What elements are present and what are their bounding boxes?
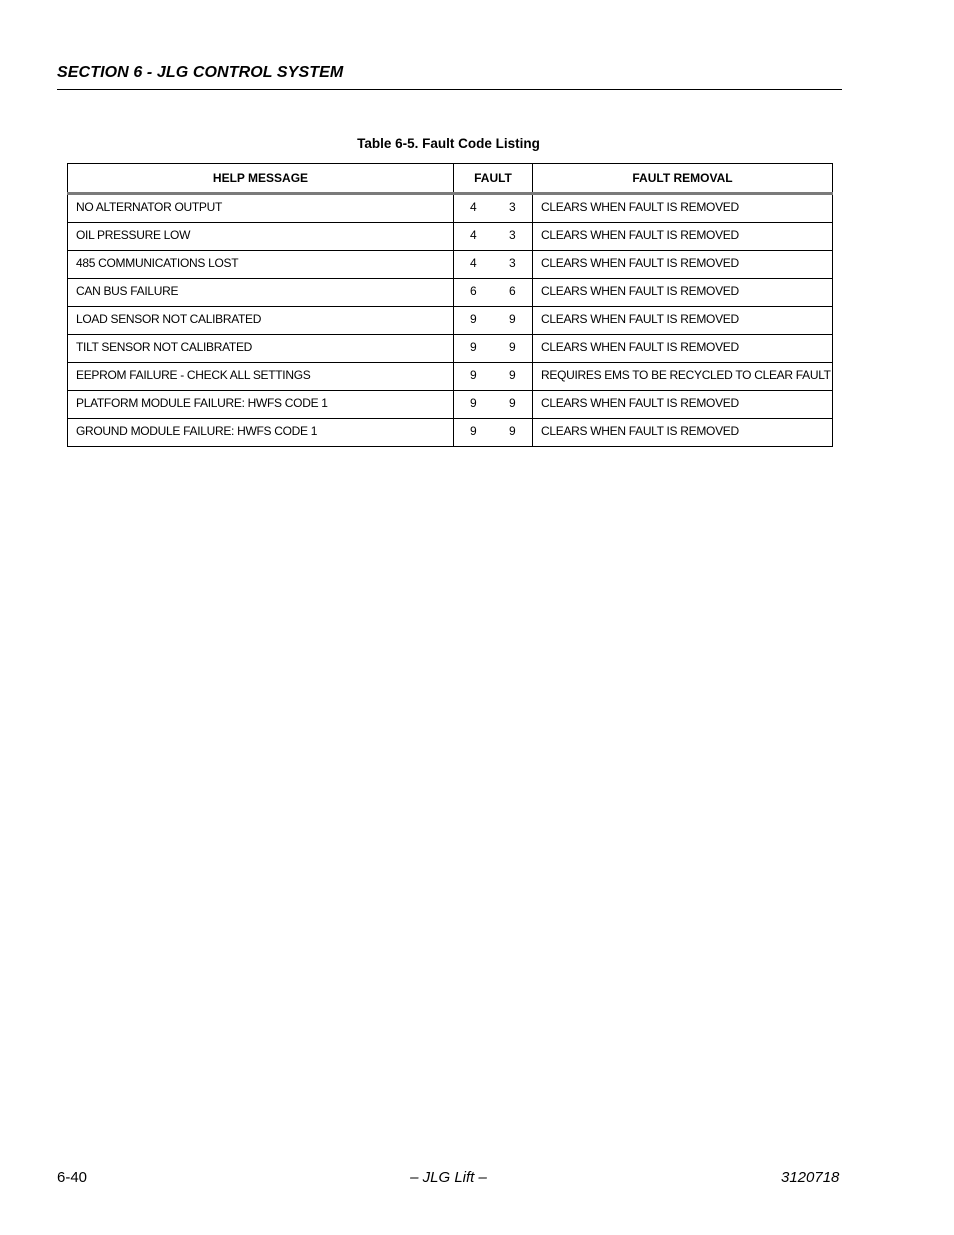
fault-removal-cell [533,251,833,279]
section-title: SECTION 6 - JLG CONTROL SYSTEM [57,64,344,81]
column-header-help-message: HELP MESSAGE [68,164,454,194]
table-row [68,419,833,447]
fault-code-table [67,163,833,447]
table-row [68,251,833,279]
table-header-row [68,164,833,194]
table-row [68,194,833,223]
table-row [68,307,833,335]
help-message-cell [68,223,454,251]
help-message-cell [68,279,454,307]
table-body [68,194,833,447]
table-row [68,223,833,251]
fault-removal-cell [533,194,833,223]
fault-removal-text: REQUIRES EMS TO BE RECYCLED TO CLEAR FAULT [541,368,831,382]
help-message-text: 485 COMMUNICATIONS LOST [76,256,239,270]
fault-code-first-digit: 9 [470,396,477,410]
column-header-fault: FAULT [454,164,533,194]
fault-cell [454,419,533,447]
help-message-text: CAN BUS FAILURE [76,284,179,298]
table-row [68,335,833,363]
fault-removal-text: CLEARS WHEN FAULT IS REMOVED [541,200,739,214]
fault-code-second-digit: 6 [509,284,516,298]
fault-code-first-digit: 4 [470,228,477,242]
fault-code-first-digit: 9 [470,340,477,354]
fault-removal-text: CLEARS WHEN FAULT IS REMOVED [541,312,739,326]
help-message-cell [68,335,454,363]
help-message-cell [68,251,454,279]
fault-code-second-digit: 9 [509,424,516,438]
page-number: 6-40 [57,1169,88,1186]
fault-removal-cell [533,223,833,251]
table-row [68,391,833,419]
fault-cell [454,335,533,363]
fault-code-second-digit: 3 [509,200,516,214]
fault-code-second-digit: 3 [509,256,516,270]
help-message-cell [68,194,454,223]
table-row [68,279,833,307]
fault-code-first-digit: 9 [470,368,477,382]
fault-code-second-digit: 9 [509,396,516,410]
fault-removal-text: CLEARS WHEN FAULT IS REMOVED [541,340,739,354]
fault-removal-cell [533,419,833,447]
help-message-cell [68,419,454,447]
fault-cell [454,363,533,391]
table-row [68,363,833,391]
fault-code-second-digit: 9 [509,368,516,382]
help-message-text: PLATFORM MODULE FAILURE: HWFS CODE 1 [76,396,328,410]
fault-removal-cell [533,363,833,391]
fault-removal-text: CLEARS WHEN FAULT IS REMOVED [541,284,739,298]
fault-removal-cell [533,307,833,335]
help-message-text: OIL PRESSURE LOW [76,228,191,242]
fault-code-second-digit: 9 [509,312,516,326]
fault-code-first-digit: 9 [470,424,477,438]
column-header-fault-removal: FAULT REMOVAL [533,164,833,194]
fault-cell [454,194,533,223]
fault-code-second-digit: 3 [509,228,516,242]
header-rule [57,89,842,90]
fault-cell [454,279,533,307]
fault-code-first-digit: 6 [470,284,477,298]
fault-code-first-digit: 9 [470,312,477,326]
help-message-text: LOAD SENSOR NOT CALIBRATED [76,312,262,326]
help-message-cell [68,363,454,391]
help-message-text: GROUND MODULE FAILURE: HWFS CODE 1 [76,424,318,438]
fault-removal-cell [533,335,833,363]
fault-cell [454,391,533,419]
help-message-text: TILT SENSOR NOT CALIBRATED [76,340,253,354]
document-number: 3120718 [781,1169,840,1186]
fault-removal-text: CLEARS WHEN FAULT IS REMOVED [541,396,739,410]
fault-cell [454,307,533,335]
fault-removal-cell [533,391,833,419]
fault-removal-cell [533,279,833,307]
table-caption: Table 6-5. Fault Code Listing [357,136,540,151]
fault-cell [454,251,533,279]
help-message-text: EEPROM FAILURE - CHECK ALL SETTINGS [76,368,311,382]
fault-removal-text: CLEARS WHEN FAULT IS REMOVED [541,228,739,242]
fault-removal-text: CLEARS WHEN FAULT IS REMOVED [541,256,739,270]
footer-publisher: – JLG Lift – [410,1169,487,1186]
help-message-cell [68,391,454,419]
fault-code-first-digit: 4 [470,256,477,270]
help-message-text: NO ALTERNATOR OUTPUT [76,200,223,214]
fault-code-second-digit: 9 [509,340,516,354]
help-message-cell [68,307,454,335]
fault-cell [454,223,533,251]
fault-code-first-digit: 4 [470,200,477,214]
fault-removal-text: CLEARS WHEN FAULT IS REMOVED [541,424,739,438]
